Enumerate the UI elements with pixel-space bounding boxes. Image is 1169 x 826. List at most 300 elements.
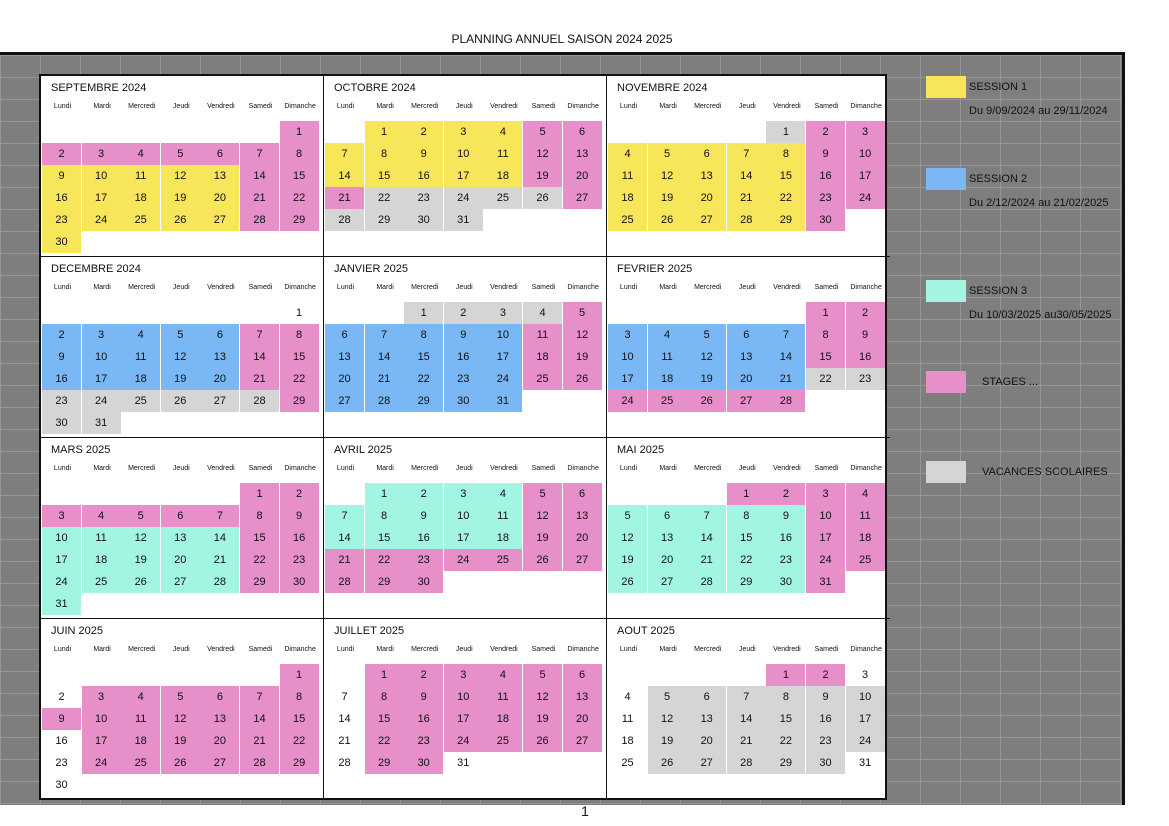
day-cell: 11 [121,708,160,730]
day-cell: 8 [365,143,404,165]
day-cell: 24 [42,571,81,593]
day-cell: 20 [563,165,602,187]
day-cell: 24 [608,390,647,412]
day-cell: 24 [82,209,121,231]
day-cell: 19 [523,165,562,187]
day-cell: 2 [404,664,443,686]
day-cell: 11 [608,708,647,730]
weekday-header: Dimanche [284,103,316,110]
day-cell: 11 [121,346,160,368]
day-cell: 22 [404,368,443,390]
weekday-header: Dimanche [284,284,316,291]
day-cell: 14 [325,708,364,730]
day-cell: 26 [161,752,200,774]
day-cell: 12 [687,346,726,368]
weekday-header: Jeudi [455,284,473,291]
day-cell: 3 [846,664,885,686]
day-cell: 2 [404,121,443,143]
weekday-header: Dimanche [850,103,882,110]
day-cell: 2 [444,302,483,324]
day-cell: 26 [121,571,160,593]
weekday-header: Jeudi [455,646,473,653]
day-cell: 6 [161,505,200,527]
day-cell: 1 [280,121,319,143]
day-cell: 9 [404,686,443,708]
day-cell: 19 [687,368,726,390]
day-cell: 6 [648,505,687,527]
day-cell: 5 [523,664,562,686]
weekday-header: Mardi [93,103,111,110]
day-cell: 7 [766,324,805,346]
day-cell: 28 [727,209,766,231]
day-cell: 19 [161,730,200,752]
day-cell: 20 [563,708,602,730]
day-cell: 22 [365,730,404,752]
day-cell: 28 [200,571,239,593]
day-cell: 21 [240,187,279,209]
legend-label: VACANCES SCOLAIRES [982,466,1108,478]
weekday-header: Mardi [93,465,111,472]
day-cell: 22 [766,187,805,209]
weekday-header: Jeudi [738,103,756,110]
day-cell: 15 [766,165,805,187]
day-cell: 1 [365,483,404,505]
weekday-header: Vendredi [490,284,518,291]
day-cell: 8 [280,324,319,346]
weekday-header: Mercredi [128,103,156,110]
day-cell: 8 [365,505,404,527]
day-cell: 27 [325,390,364,412]
day-cell: 10 [846,686,885,708]
day-cell: 9 [444,324,483,346]
day-cell: 7 [727,143,766,165]
day-cell: 20 [200,368,239,390]
day-cell: 7 [325,686,364,708]
day-cell: 10 [846,143,885,165]
weekday-header: Dimanche [567,103,599,110]
day-cell: 1 [365,121,404,143]
day-cell: 19 [608,549,647,571]
day-cell: 31 [444,752,483,774]
day-cell: 17 [444,165,483,187]
day-cell: 7 [325,143,364,165]
day-cell: 6 [325,324,364,346]
day-cell: 5 [161,324,200,346]
day-cell: 20 [161,549,200,571]
day-cell: 17 [444,708,483,730]
day-cell: 26 [161,209,200,231]
day-cell: 16 [404,708,443,730]
day-cell: 9 [806,143,845,165]
legend-label: SESSION 2 [969,173,1028,185]
day-cell: 21 [766,368,805,390]
weekday-header: Mardi [376,465,394,472]
day-cell: 15 [806,346,845,368]
day-cell: 6 [687,143,726,165]
weekday-header: Mercredi [128,284,156,291]
day-cell: 9 [42,165,81,187]
day-cell: 13 [687,165,726,187]
day-cell: 23 [42,209,81,231]
weekday-header: Dimanche [850,465,882,472]
day-cell: 8 [280,686,319,708]
day-cell: 11 [483,143,522,165]
day-cell: 24 [846,730,885,752]
day-cell: 16 [806,708,845,730]
day-cell: 17 [608,368,647,390]
day-cell: 3 [483,302,522,324]
month-title: MAI 2025 [617,444,665,456]
day-cell: 13 [727,346,766,368]
weekday-header: Mercredi [694,284,722,291]
day-cell: 30 [42,412,81,434]
weekday-header: Samedi [814,284,839,291]
day-cell: 4 [82,505,121,527]
day-cell: 31 [846,752,885,774]
weekday-header: Mardi [376,646,394,653]
day-cell: 1 [404,302,443,324]
day-cell: 15 [365,165,404,187]
weekday-header: Mardi [376,284,394,291]
day-cell: 5 [161,143,200,165]
day-cell: 8 [240,505,279,527]
weekday-header: Dimanche [850,646,882,653]
legend-swatch-session1 [926,76,966,98]
day-cell: 21 [365,368,404,390]
month-title: SEPTEMBRE 2024 [51,82,147,94]
day-cell: 25 [483,187,522,209]
day-cell: 4 [608,686,647,708]
day-cell: 7 [240,686,279,708]
day-cell: 4 [648,324,687,346]
day-cell: 28 [325,752,364,774]
day-cell: 27 [687,752,726,774]
day-cell: 18 [121,368,160,390]
day-cell: 18 [483,708,522,730]
day-cell: 11 [82,527,121,549]
day-cell: 5 [687,324,726,346]
day-cell: 29 [365,209,404,231]
day-cell: 29 [404,390,443,412]
day-cell: 24 [444,730,483,752]
day-cell: 12 [648,708,687,730]
day-cell: 22 [280,187,319,209]
day-cell: 1 [365,664,404,686]
weekday-header: Samedi [248,284,273,291]
day-cell: 18 [608,730,647,752]
day-cell: 5 [161,686,200,708]
weekday-header: Vendredi [773,284,801,291]
day-cell: 13 [687,708,726,730]
day-cell: 7 [240,324,279,346]
day-cell: 2 [42,324,81,346]
day-cell: 7 [240,143,279,165]
weekday-header: Vendredi [490,646,518,653]
day-cell: 27 [687,209,726,231]
day-cell: 28 [687,571,726,593]
day-cell: 4 [121,686,160,708]
day-cell: 30 [404,209,443,231]
month-block [324,619,607,800]
day-cell: 10 [82,708,121,730]
day-cell: 19 [648,730,687,752]
month-title: MARS 2025 [51,444,111,456]
day-cell: 27 [563,549,602,571]
day-cell: 5 [523,121,562,143]
month-title: JANVIER 2025 [334,263,408,275]
day-cell: 4 [483,483,522,505]
day-cell: 15 [365,527,404,549]
day-cell: 2 [806,121,845,143]
weekday-header: Samedi [531,465,556,472]
weekday-header: Mardi [376,103,394,110]
day-cell: 8 [766,686,805,708]
day-cell: 6 [563,121,602,143]
day-cell: 25 [82,571,121,593]
day-cell: 22 [365,187,404,209]
day-cell: 2 [42,686,81,708]
weekday-header: Vendredi [773,465,801,472]
day-cell: 5 [648,143,687,165]
weekday-header: Dimanche [567,465,599,472]
day-cell: 9 [42,708,81,730]
day-cell: 9 [846,324,885,346]
day-cell: 6 [200,686,239,708]
month-block [324,76,607,257]
day-cell: 2 [404,483,443,505]
weekday-header: Samedi [814,103,839,110]
month-title: NOVEMBRE 2024 [617,82,708,94]
day-cell: 1 [806,302,845,324]
weekday-header: Mardi [93,284,111,291]
day-cell: 20 [200,187,239,209]
day-cell: 29 [727,571,766,593]
day-cell: 28 [325,571,364,593]
day-cell: 15 [766,708,805,730]
day-cell: 22 [806,368,845,390]
day-cell: 24 [483,368,522,390]
day-cell: 26 [523,187,562,209]
weekday-header: Vendredi [490,103,518,110]
day-cell: 12 [608,527,647,549]
day-cell: 30 [404,752,443,774]
day-cell: 8 [365,686,404,708]
day-cell: 3 [444,121,483,143]
day-cell: 6 [563,483,602,505]
day-cell: 28 [240,390,279,412]
day-cell: 14 [687,527,726,549]
day-cell: 3 [82,686,121,708]
day-cell: 19 [648,187,687,209]
day-cell: 3 [444,483,483,505]
day-cell: 16 [42,730,81,752]
day-cell: 16 [42,187,81,209]
weekday-header: Jeudi [172,103,190,110]
day-cell: 7 [365,324,404,346]
day-cell: 28 [766,390,805,412]
day-cell: 31 [444,209,483,231]
day-cell: 10 [82,165,121,187]
day-cell: 24 [806,549,845,571]
day-cell: 3 [82,143,121,165]
weekday-header: Lundi [53,103,72,110]
day-cell: 23 [444,368,483,390]
month-title: DECEMBRE 2024 [51,263,141,275]
day-cell: 29 [240,571,279,593]
weekday-header: Mardi [659,465,677,472]
day-cell: 20 [563,527,602,549]
day-cell: 16 [766,527,805,549]
day-cell: 16 [404,527,443,549]
day-cell: 13 [200,346,239,368]
day-cell: 5 [563,302,602,324]
day-cell: 11 [648,346,687,368]
month-block [41,619,324,800]
day-cell: 3 [846,121,885,143]
day-cell: 18 [483,165,522,187]
day-cell: 28 [325,209,364,231]
day-cell: 3 [806,483,845,505]
day-cell: 18 [648,368,687,390]
day-cell: 12 [161,346,200,368]
weekday-header: Lundi [53,465,72,472]
day-cell: 31 [42,593,81,615]
day-cell: 2 [42,143,81,165]
weekday-header: Lundi [619,284,638,291]
page-title: PLANNING ANNUEL SAISON 2024 2025 [451,32,673,46]
month-block [324,438,607,619]
weekday-header: Lundi [336,103,355,110]
legend-swatch-session2 [926,168,966,190]
day-cell: 25 [121,752,160,774]
day-cell: 4 [846,483,885,505]
day-cell: 1 [280,302,319,324]
day-cell: 27 [648,571,687,593]
day-cell: 9 [42,346,81,368]
day-cell: 29 [766,752,805,774]
weekday-header: Samedi [814,465,839,472]
day-cell: 14 [325,165,364,187]
day-cell: 22 [727,549,766,571]
day-cell: 19 [523,708,562,730]
day-cell: 8 [280,143,319,165]
month-title: JUILLET 2025 [334,625,405,637]
day-cell: 31 [483,390,522,412]
day-cell: 26 [608,571,647,593]
day-cell: 19 [563,346,602,368]
day-cell: 15 [280,708,319,730]
weekday-header: Samedi [531,646,556,653]
annual-calendar [39,74,887,800]
day-cell: 5 [608,505,647,527]
day-cell: 21 [240,730,279,752]
day-cell: 15 [280,346,319,368]
day-cell: 21 [200,549,239,571]
weekday-header: Samedi [814,646,839,653]
day-cell: 17 [483,346,522,368]
weekday-header: Vendredi [490,465,518,472]
day-cell: 12 [523,686,562,708]
legend-dates: Du 2/12/2024 au 21/02/2025 [969,197,1109,209]
day-cell: 23 [42,752,81,774]
day-cell: 7 [200,505,239,527]
weekday-header: Mercredi [411,465,439,472]
day-cell: 27 [200,390,239,412]
day-cell: 20 [687,730,726,752]
day-cell: 10 [82,346,121,368]
day-cell: 5 [121,505,160,527]
legend-swatch-stage [926,371,966,393]
day-cell: 2 [766,483,805,505]
day-cell: 27 [727,390,766,412]
month-block [41,438,324,619]
day-cell: 31 [82,412,121,434]
day-cell: 9 [806,686,845,708]
weekday-header: Vendredi [773,103,801,110]
weekday-header: Lundi [53,284,72,291]
weekday-header: Dimanche [284,465,316,472]
weekday-header: Mercredi [411,103,439,110]
day-cell: 9 [404,505,443,527]
day-cell: 25 [648,390,687,412]
day-cell: 8 [806,324,845,346]
day-cell: 25 [483,549,522,571]
day-cell: 9 [280,505,319,527]
day-cell: 17 [42,549,81,571]
day-cell: 30 [806,209,845,231]
day-cell: 26 [523,730,562,752]
day-cell: 30 [404,571,443,593]
day-cell: 29 [365,571,404,593]
day-cell: 29 [766,209,805,231]
weekday-header: Vendredi [773,646,801,653]
day-cell: 26 [648,752,687,774]
day-cell: 11 [483,686,522,708]
day-cell: 30 [280,571,319,593]
weekday-header: Mercredi [694,465,722,472]
day-cell: 10 [444,686,483,708]
day-cell: 22 [365,549,404,571]
weekday-header: Mardi [659,103,677,110]
page-number: 1 [581,803,589,819]
day-cell: 27 [200,209,239,231]
legend-label: STAGES ... [982,376,1039,388]
day-cell: 22 [280,730,319,752]
day-cell: 5 [523,483,562,505]
day-cell: 17 [82,730,121,752]
day-cell: 30 [42,774,81,796]
day-cell: 22 [280,368,319,390]
day-cell: 14 [200,527,239,549]
day-cell: 13 [200,165,239,187]
day-cell: 12 [161,708,200,730]
day-cell: 25 [608,209,647,231]
day-cell: 19 [121,549,160,571]
month-title: AOUT 2025 [617,625,675,637]
month-block [41,76,324,257]
day-cell: 10 [444,505,483,527]
weekday-header: Jeudi [738,465,756,472]
day-cell: 1 [280,664,319,686]
day-cell: 25 [121,209,160,231]
day-cell: 30 [766,571,805,593]
day-cell: 13 [325,346,364,368]
weekday-header: Samedi [248,465,273,472]
day-cell: 16 [280,527,319,549]
day-cell: 8 [404,324,443,346]
day-cell: 16 [846,346,885,368]
weekday-header: Jeudi [172,465,190,472]
